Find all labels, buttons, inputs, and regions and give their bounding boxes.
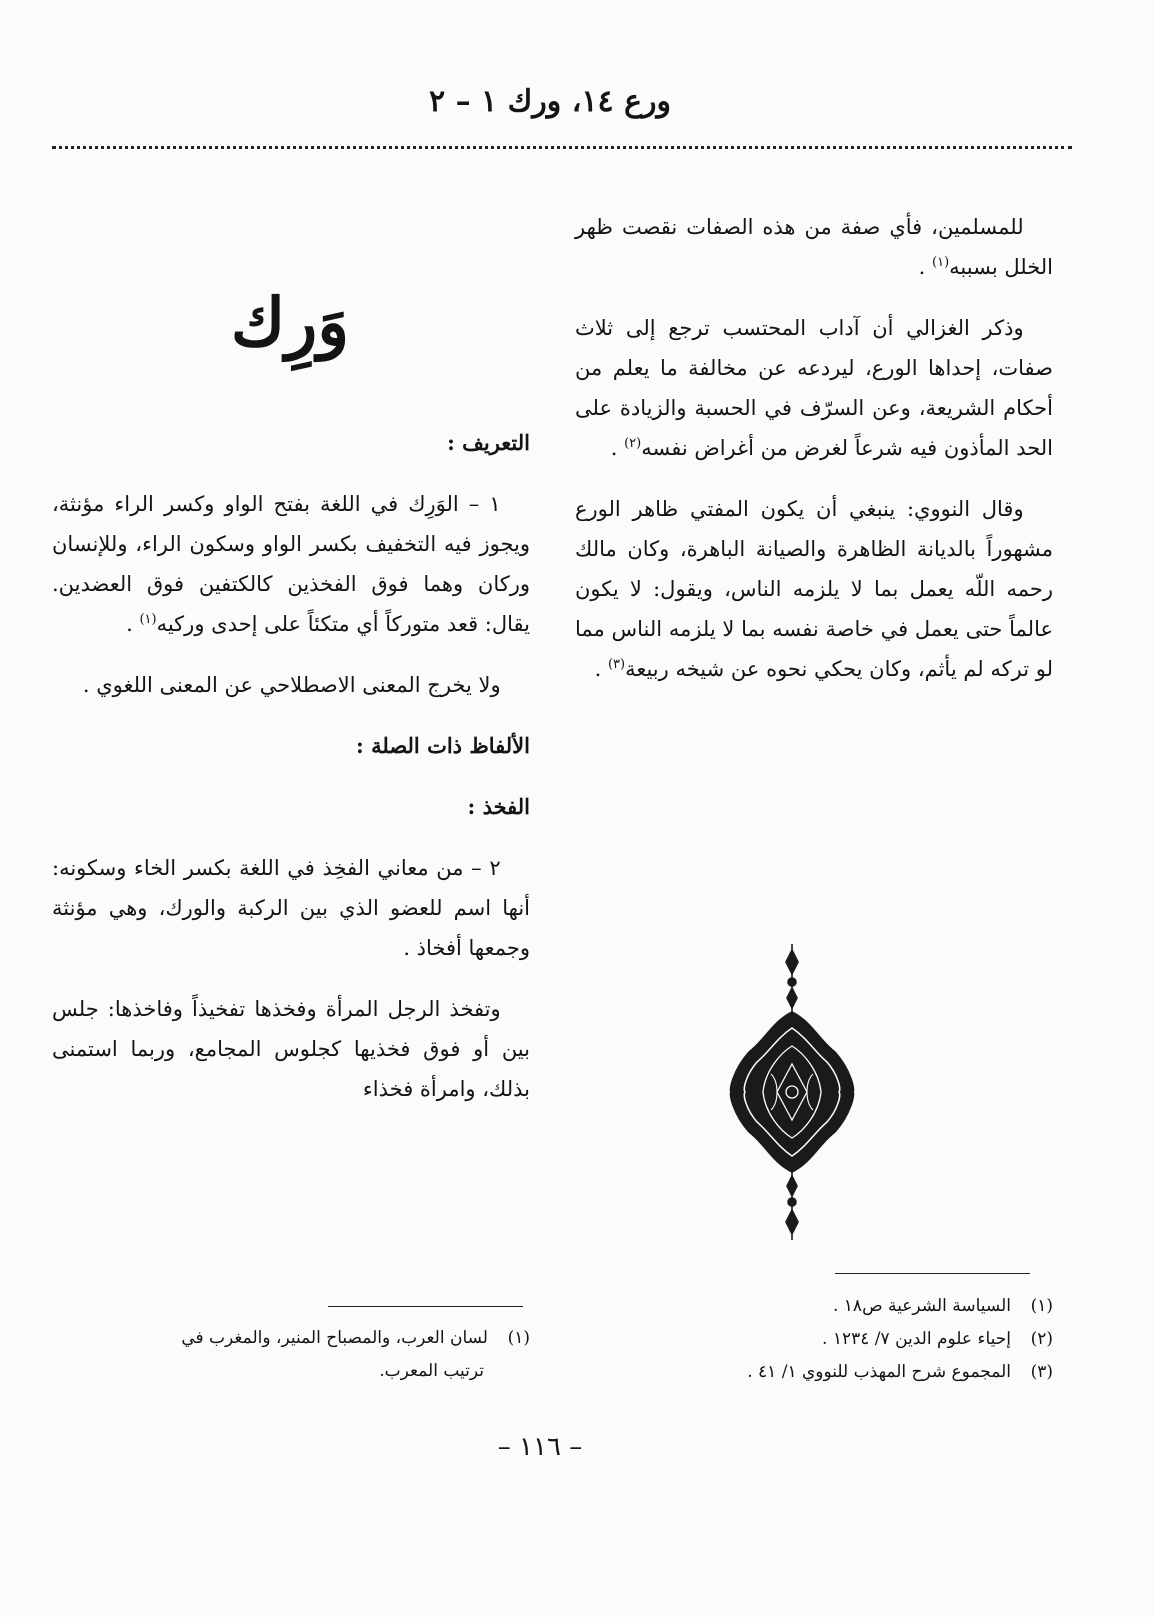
footnote-ref: (٣) <box>607 657 626 672</box>
footnote-divider <box>835 1273 1030 1274</box>
paragraph: ٢ – من معاني الفخِذ في اللغة بكسر الخاء وسكونه: أنها اسم للعضو الذي بين الركبة والورك، وهي مؤنثة وجمعها أفخاذ . <box>52 856 530 960</box>
paragraph: للمسلمين، فأي صفة من هذه الصفات نقصت ظهر الخلل بسببه$^{(١)}$ . <box>575 215 1053 279</box>
running-header: ورع ١٤، ورك ١ – ٢ <box>429 84 671 119</box>
right-column <box>575 207 1053 710</box>
definition-heading: التعريف : <box>447 430 530 455</box>
entry-title: وَرِك <box>230 283 350 361</box>
footnote: (١)السياسة الشرعية ص١٨ . <box>832 1296 1053 1316</box>
thigh-heading: الفخذ : <box>467 794 530 819</box>
paragraph: وذكر الغزالي أن آداب المحتسب ترجع إلى ثلاث صفات، إحداها الورع، ليردعه عن مخالفة ما يعلم من أحكام الشريعة، وعن السرّف في الحسبة والزيادة على الحد المأذون فيه شرعاً لغرض من أغراض نفسه$^{(٢)}$ . <box>575 316 1053 460</box>
arabesque-ornament-icon <box>727 942 857 1242</box>
paragraph: وقال النووي: ينبغي أن يكون المفتي ظاهر الورع مشهوراً بالديانة الظاهرة والصيانة الباهرة، وكان مالك رحمه اللّه يعمل بما لا يلزمه الناس، ويقول: لا يكون عالماً حتى يعمل في خاصة نفسه بما لا يلزمه الناس مما لو تركه لم يأثم، وكان يحكي نحوه عن شيخه ربيعة$^{(٣)}$ . <box>575 497 1053 681</box>
footnote-continuation: ترتيب المعرب. <box>379 1361 484 1381</box>
related-terms-heading: الألفاظ ذات الصلة : <box>356 733 530 758</box>
page-number: – ١١٦ – <box>497 1432 583 1462</box>
right-footnotes <box>575 1290 1053 1389</box>
left-footnotes <box>52 1322 530 1388</box>
footnote-ref: (٢) <box>624 436 642 451</box>
paragraph: وتفخذ الرجل المرأة وفخذها تفخيذاً وفاخذها: جلس بين أو فوق فخذيها كجلوس المجامع، وربما استمنى بذلك، وامرأة فخذاء <box>52 997 530 1101</box>
footnote-divider <box>328 1306 523 1307</box>
footnote: (٢)إحياء علوم الدين ٧/ ١٢٣٤ . <box>822 1329 1053 1349</box>
footnote-ref: (١) <box>932 255 950 270</box>
left-column <box>52 423 530 1130</box>
paragraph: ١ – الوَرِك في اللغة بفتح الواو وكسر الراء مؤنثة، ويجوز فيه التخفيف بكسر الواو وسكون الراء، وللإنسان وركان وهما فوق الفخذين كالكتفين فوق العضدين. يقال: قعد متوركاً أي متكئاً على إحدى وركيه$^{(١)}$ . <box>52 492 530 636</box>
footnote: (٣)المجموع شرح المهذب للنووي ١/ ٤١ . <box>747 1362 1053 1382</box>
paragraph: ولا يخرج المعنى الاصطلاحي عن المعنى اللغوي . <box>82 673 501 697</box>
footnote-ref: (١) <box>139 612 157 627</box>
footnote: (١)لسان العرب، والمصباح المنير، والمغرب في <box>181 1328 530 1348</box>
header-divider <box>52 146 1072 149</box>
